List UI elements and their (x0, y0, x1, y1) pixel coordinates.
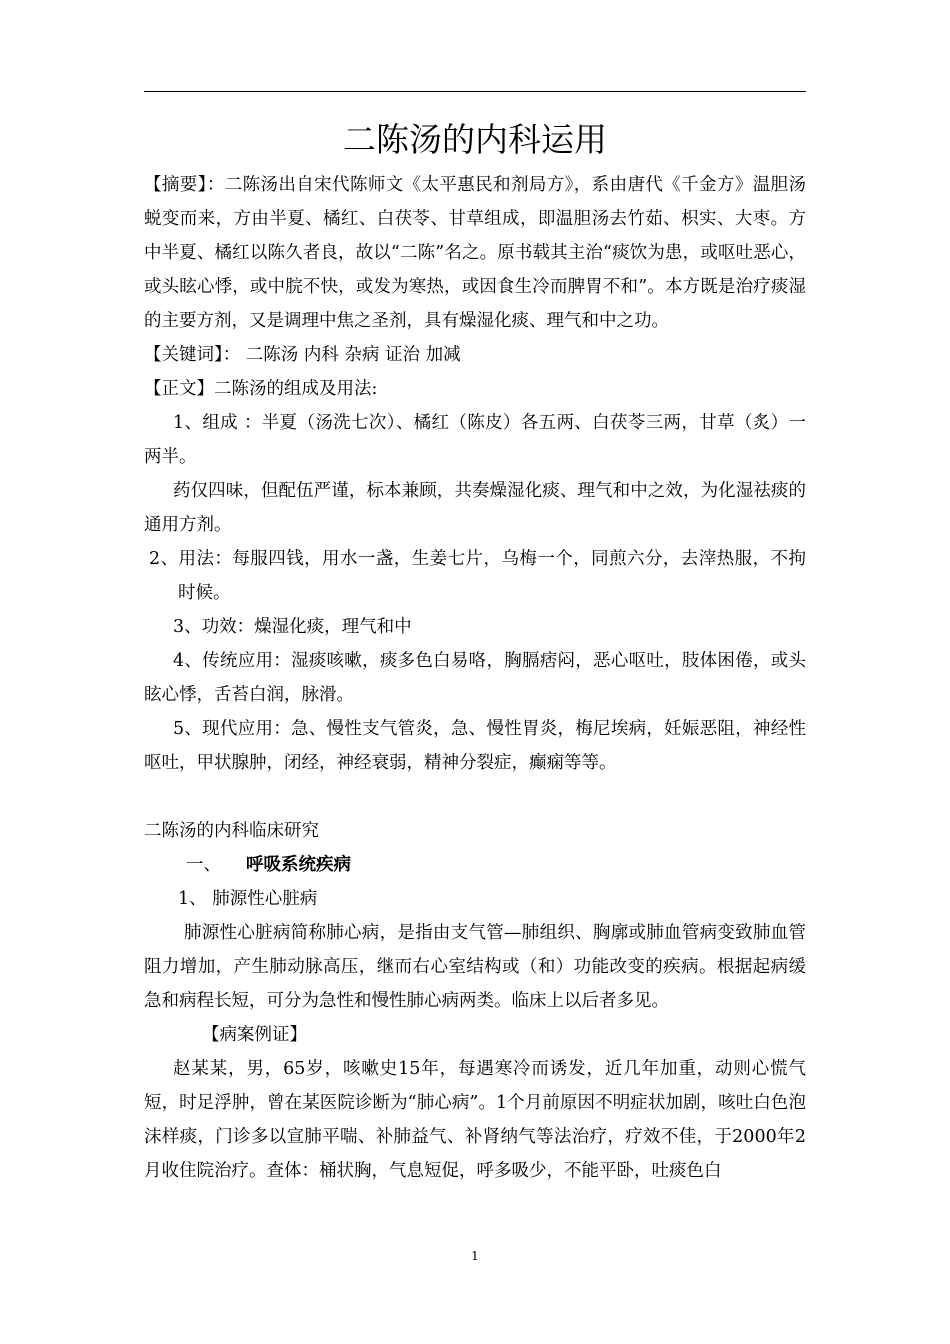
document-body (144, 168, 806, 1188)
subsection-heading: 1、 肺源性心脏病 (178, 889, 318, 909)
section-title: 呼吸系统疾病 (246, 855, 351, 875)
abstract-paragraph: 【摘要】：二陈汤出自宋代陈师文《太平惠民和剂局方》，系由唐代《千金方》温胆汤蜕变而来，方由半夏、橘红、白茯苓、甘草组成，即温胆汤去竹茹、枳实、大枣。方中半夏、橘红以陈久者良，故以“二陈”名之。原书载其主治“痰饮为患，或呕吐恶心，或头眩心悸，或中脘不快，或发为寒热，或因食生冷而脾胃不和”。本方既是治疗痰湿的主要方剂，又是调理中焦之圣剂，具有燥湿化痰、理气和中之功。 (144, 175, 806, 331)
document-title: 二陈汤的内科运用 (343, 120, 607, 159)
case-label: 【病案例证】 (202, 1025, 307, 1045)
composition-item: 1、组成 ：半夏（汤洗七次）、橘红（陈皮）各五两、白茯苓三两，甘草（炙）一两半。 (144, 413, 806, 467)
composition-note: 药仅四味，但配伍严谨，标本兼顾，共奏燥湿化痰、理气和中之效，为化湿祛痰的通用方剂。 (144, 481, 806, 535)
usage-item: 2、用法：每服四钱，用水一盏，生姜七片，乌梅一个，同煎六分，去滓热服，不拘时候。 (149, 549, 806, 603)
effect-item: 3、功效：燥湿化痰，理气和中 (173, 617, 412, 637)
cor-pulmonale-description: 肺源性心脏病简称肺心病，是指由支气管—肺组织、胸廓或肺血管病变致肺血管阻力增加，产生肺动脉高压，继而右心室结构或（和）功能改变的疾病。根据起病缓急和病程长短，可分为急性和慢性肺心病两类。临床上以后者多见。 (144, 923, 806, 1011)
keywords-paragraph: 【关键词】： 二陈汤 内科 杂病 证治 加减 (144, 345, 461, 365)
header-rule (144, 91, 806, 92)
main-intro: 【正文】二陈汤的组成及用法: (144, 379, 378, 399)
blank-line (144, 780, 806, 814)
case-text: 赵某某，男，65岁，咳嗽史15年，每遇寒冷而诱发，近几年加重，动则心慌气短，时足浮肿，曾在某医院诊断为“肺心病”。1个月前原因不明症状加剧，咳吐白色泡沫样痰，门诊多以宣肺平喘、补肺益气、补肾纳气等法治疗，疗效不佳，于2000年2月收住院治疗。查体：桶状胸，气息短促，呼多吸少，不能平卧，吐痰色白 (144, 1059, 806, 1181)
traditional-use-item: 4、传统应用：湿痰咳嗽，痰多色白易咯，胸膈痞闷，恶心呕吐，肢体困倦，或头眩心悸，舌苔白润，脉滑。 (144, 651, 806, 705)
section-number: 一、 (186, 855, 221, 875)
page-number: 1 (471, 1249, 479, 1263)
section-heading (144, 848, 806, 882)
modern-use-item: 5、现代应用：急、慢性支气管炎，急、慢性胃炎，梅尼埃病，妊娠恶阻，神经性呕吐，甲状腺肿，闭经，神经衰弱，精神分裂症，癫痫等等。 (144, 719, 806, 773)
research-title: 二陈汤的内科临床研究 (144, 821, 319, 841)
